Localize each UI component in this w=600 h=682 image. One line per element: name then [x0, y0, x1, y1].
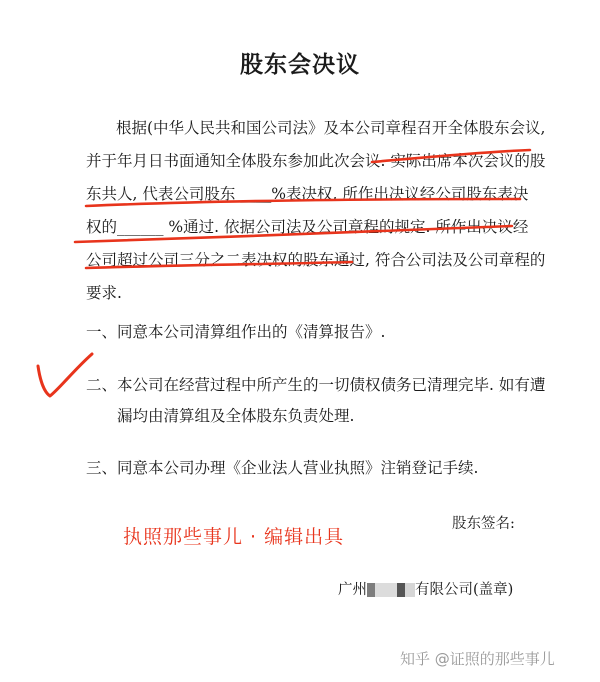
- paragraph-line: 公司超过公司三分之二表决权的股东通过, 符合公司法及公司章程的: [86, 251, 546, 269]
- signature-label: 股东签名:: [452, 516, 515, 532]
- paragraph-line: 东共人, 代表公司股东 ____%表决权, 所作出决议经公司股东表决: [86, 185, 529, 203]
- checkmark-icon: [38, 354, 92, 396]
- document-title: 股东会决议: [240, 52, 360, 78]
- resolution-item-2-continued: 漏均由清算组及全体股东负责处理.: [117, 407, 355, 425]
- company-name-suffix: 有限公司(盖章): [415, 582, 514, 598]
- paragraph-line: 并于年月日书面通知全体股东参加此次会议. 实际出席本次会议的股: [86, 152, 546, 170]
- company-seal-line: [338, 578, 513, 599]
- company-name-prefix: 广州: [338, 582, 367, 598]
- paragraph-line: 根据(中华人民共和国公司法》及本公司章程召开全体股东会议,: [116, 119, 546, 137]
- paragraph-line: 要求.: [86, 284, 122, 302]
- resolution-item-1: 一、同意本公司清算组作出的《清算报告》.: [86, 323, 386, 341]
- footer-watermark: 知乎 @证照的那些事儿: [400, 650, 555, 668]
- redacted-name: [367, 583, 415, 597]
- resolution-item-3: 三、同意本公司办理《企业法人营业执照》注销登记手续.: [86, 459, 479, 477]
- resolution-item-2: 二、本公司在经营过程中所产生的一切债权债务已清理完毕. 如有遭: [86, 376, 546, 394]
- paragraph-line: 权的______ %通过. 依据公司法及公司章程的规定. 所作出决议经: [86, 218, 529, 236]
- red-caption: 执照那些事儿 · 编辑出具: [123, 526, 345, 548]
- resolution-paragraph: [86, 112, 546, 310]
